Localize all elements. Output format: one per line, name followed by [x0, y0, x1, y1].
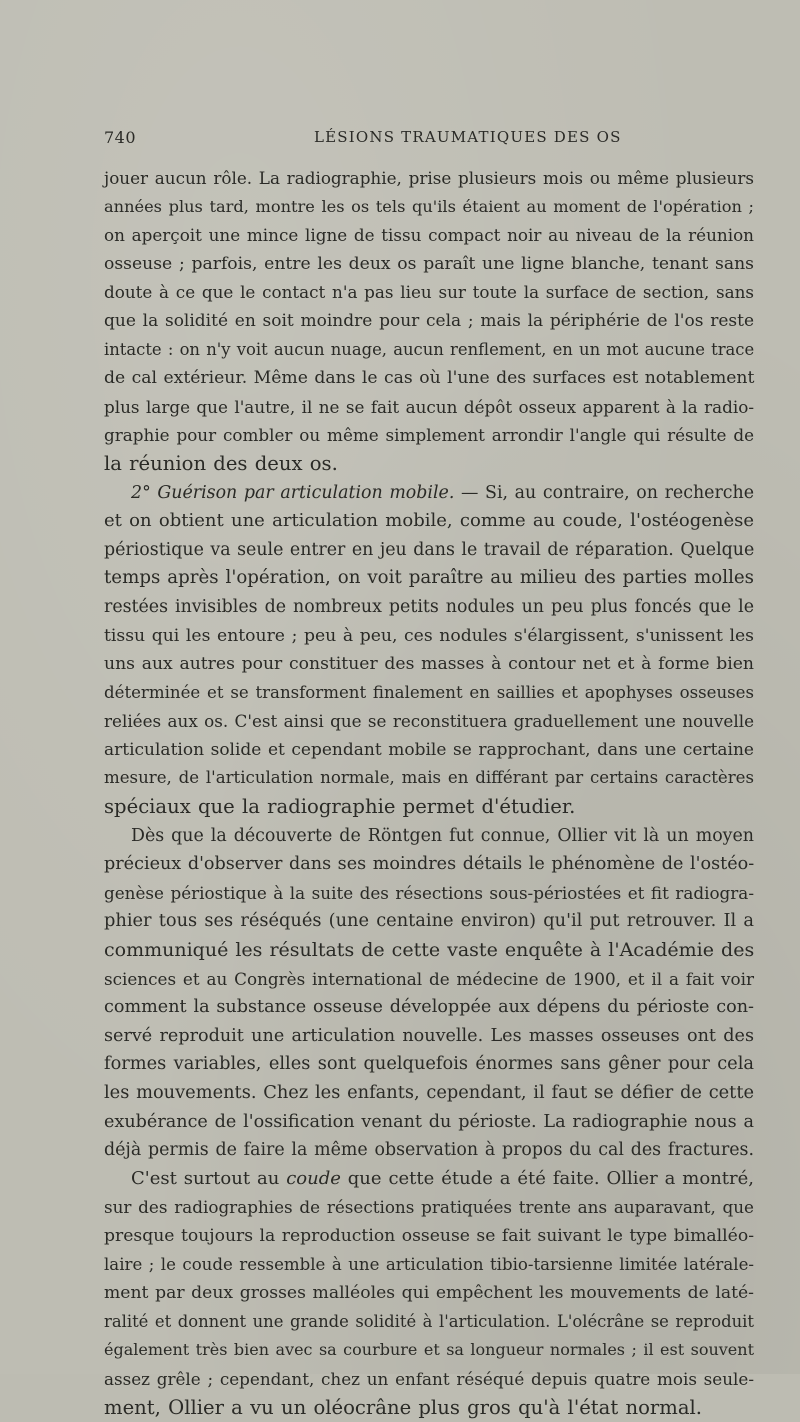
text-line: graphie pour combler ou même simplement arrondir l'angle qui résulte de [104, 425, 754, 446]
text-line: reliées aux os. C'est ainsi que se reconstituera graduellement une nouvelle [104, 711, 754, 732]
text-line: temps après l'opération, on voit paraître au milieu des parties molles [104, 567, 754, 589]
text-line: restées invisibles de nombreux petits nodules un peu plus foncés que le [104, 596, 754, 617]
text-line: communiqué les résultats de cette vaste enquête à l'Académie des [104, 939, 755, 962]
text-line: on aperçoit une mince ligne de tissu compact noir au niveau de la réunion [104, 225, 754, 246]
text-line: déterminée et se transforment finalement en saillies et apophyses osseuses [104, 682, 754, 702]
text-line: mesure, de l'articulation normale, mais en différant par certains caractères [104, 768, 754, 788]
text-line: de cal extérieur. Même dans le cas où l'une des surfaces est notablement [104, 368, 755, 389]
text-line: que la solidité en soit moindre pour cela ; mais la périphérie de l'os reste [104, 310, 754, 331]
running-title: LÉSIONS TRAUMATIQUES DES OS [314, 128, 622, 146]
text-line: articulation solide et cependant mobile se rapprochant, dans une certaine [104, 739, 754, 760]
text-line: comment la substance osseuse développée aux dépens du périoste con- [104, 997, 754, 1018]
text-line: années plus tard, montre les os tels qu'ils étaient au moment de l'opération ; [104, 196, 754, 216]
text-line: uns aux autres pour constituer des masses à contour net et à forme bien [104, 654, 754, 675]
text-line: intacte : on n'y voit aucun nuage, aucun renflement, en un mot aucune trace [104, 339, 755, 359]
text-line: plus large que l'autre, il ne se fait aucun dépôt osseux apparent à la radio- [104, 396, 754, 417]
running-head [104, 128, 754, 152]
text-line: précieux d'observer dans ses moindres détails le phénomène de l'ostéo- [104, 854, 755, 875]
emphasis: coude [286, 1167, 341, 1189]
text-line: presque toujours la reproduction osseuse se fait suivant le type bimalléo- [104, 1225, 754, 1246]
text-line: servé reproduit une articulation nouvelle. Les masses osseuses ont des [104, 1025, 754, 1046]
text-line: jouer aucun rôle. La radiographie, prise plusieurs mois ou même plusieurs [104, 168, 754, 188]
text-line: Dès que la découverte de Röntgen fut connue, Ollier vit là un moyen [131, 825, 754, 846]
text-fragment: — Si, au contraire, on recherche [454, 482, 754, 503]
text-line: spéciaux que la radiographie permet d'étudier. [104, 795, 576, 819]
text-line: exubérance de l'ossification venant du périoste. La radiographie nous a [104, 1111, 754, 1132]
paragraph-start-line [104, 1165, 754, 1194]
text-line: genèse périostique à la suite des résections sous-périostées et fit radiogra- [104, 882, 754, 903]
paragraph-heading-line [104, 479, 754, 508]
text-fragment: C'est surtout au [131, 1167, 287, 1189]
text-line: sciences et au Congrès international de médecine de 1900, et il a fait voir [104, 968, 754, 989]
text-line: les mouvements. Chez les enfants, cependant, il faut se défier de cette [104, 1082, 754, 1103]
text-line: et on obtient une articulation mobile, comme au coude, l'ostéogenèse [104, 510, 754, 532]
text-line: phier tous ses réséqués (une centaine environ) qu'il put retrouver. Il a [104, 910, 754, 932]
text-line: ralité et donnent une grande solidité à l'articulation. L'olécrâne se reproduit [104, 1311, 754, 1331]
text-line: sur des radiographies de résections pratiquées trente ans auparavant, que [104, 1197, 754, 1218]
text-line: ment par deux grosses malléoles qui empêchent les mouvements de laté- [104, 1283, 754, 1304]
body-text [104, 164, 754, 1422]
text-fragment: que cette étude a été faite. Ollier a montré, [340, 1167, 754, 1189]
text-line: ment, Ollier a vu un oléocrâne plus gros qu'à l'état normal. [104, 1395, 702, 1419]
text-line: périostique va seule entrer en jeu dans le travail de réparation. Quelque [104, 539, 755, 560]
text-line: également très bien avec sa courbure et sa longueur normales ; il est souvent [104, 1340, 754, 1360]
text-line: déjà permis de faire la même observation à propos du cal des fractures. [104, 1140, 754, 1161]
text-line: doute à ce que le contact n'a pas lieu sur toute la surface de section, sans [104, 282, 754, 303]
text-line: assez grêle ; cependant, chez un enfant réséqué depuis quatre mois seule- [104, 1368, 754, 1389]
text-line: la réunion des deux os. [104, 451, 338, 475]
text-line: formes variables, elles sont quelquefois énormes sans gêner pour cela [104, 1053, 754, 1075]
text-line: tissu qui les entoure ; peu à peu, ces nodules s'élargissent, s'unissent les [104, 625, 754, 646]
text-line: laire ; le coude ressemble à une articulation tibio-tarsienne limitée latérale- [104, 1254, 754, 1274]
text-line: osseuse ; parfois, entre les deux os paraît une ligne blanche, tenant sans [104, 253, 754, 274]
page-number: 740 [104, 128, 137, 147]
section-heading: 2° Guérison par articulation mobile. [131, 482, 455, 503]
